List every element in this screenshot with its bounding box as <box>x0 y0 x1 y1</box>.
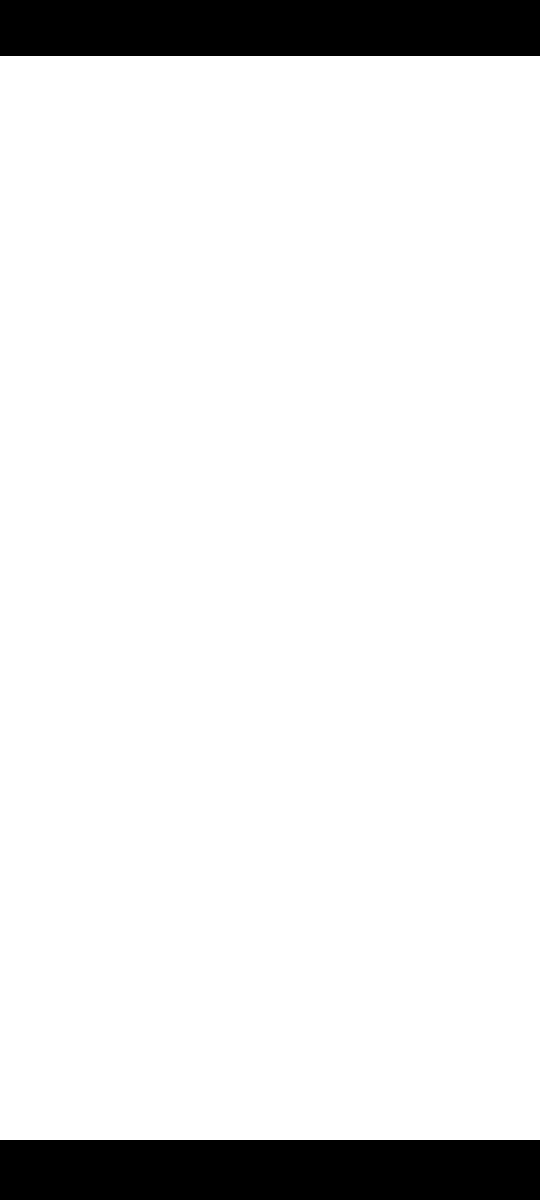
top-black-bar <box>0 0 540 56</box>
bottom-black-bar <box>0 1140 540 1200</box>
menu-sheet <box>0 56 540 1140</box>
